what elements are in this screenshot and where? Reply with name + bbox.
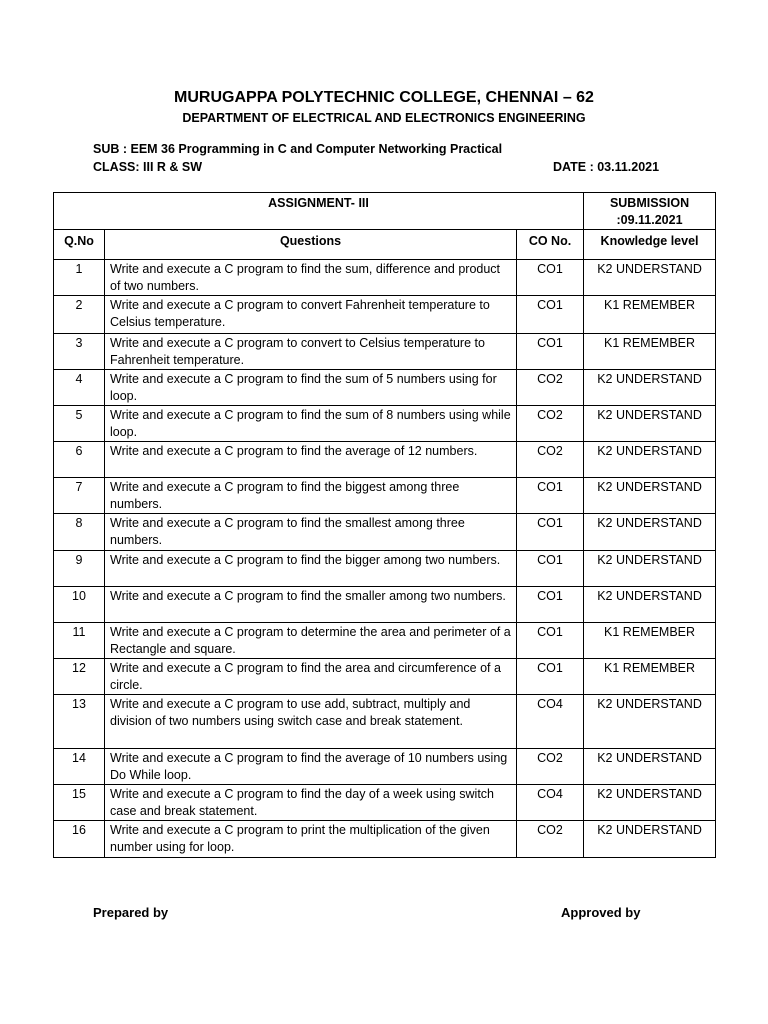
question-number: 9 [54,551,105,587]
table-row [54,260,716,296]
co-number: CO1 [517,623,584,659]
table-row [54,623,716,659]
question-text: Write and execute a C program to find the average of 12 numbers. [105,442,517,478]
knowledge-level: K2 UNDERSTAND [584,749,716,785]
question-number: 3 [54,334,105,370]
co-number: CO1 [517,478,584,514]
knowledge-level: K2 UNDERSTAND [584,260,716,296]
question-text: Write and execute a C program to convert Fahrenheit temperature to Celsius temperature. [105,296,517,334]
column-header-questions: Questions [105,230,517,260]
question-text: Write and execute a C program to find the sum, difference and product of two numbers. [105,260,517,296]
table-row [54,785,716,821]
knowledge-level: K2 UNDERSTAND [584,514,716,551]
knowledge-level: K2 UNDERSTAND [584,551,716,587]
knowledge-level: K1 REMEMBER [584,659,716,695]
college-title: MURUGAPPA POLYTECHNIC COLLEGE, CHENNAI – 62 [174,89,594,106]
co-number: CO2 [517,442,584,478]
question-number: 7 [54,478,105,514]
co-number: CO1 [517,514,584,551]
knowledge-level: K2 UNDERSTAND [584,370,716,406]
table-row [54,370,716,406]
table-row [54,695,716,749]
table-row [54,478,716,514]
table-row [54,749,716,785]
question-text: Write and execute a C program to find the day of a week using switch case and break statement. [105,785,517,821]
question-text: Write and execute a C program to print the multiplication of the given number using for loop. [105,821,517,858]
knowledge-level: K2 UNDERSTAND [584,478,716,514]
table-row [54,406,716,442]
table-header-row [54,230,716,260]
table-row [54,587,716,623]
question-number: 13 [54,695,105,749]
assignment-table [53,192,716,858]
question-text: Write and execute a C program to find the average of 10 numbers using Do While loop. [105,749,517,785]
co-number: CO4 [517,695,584,749]
question-number: 15 [54,785,105,821]
question-text: Write and execute a C program to convert to Celsius temperature to Fahrenheit temperature. [105,334,517,370]
question-text: Write and execute a C program to use add, subtract, multiply and division of two numbers using switch case and break statement. [105,695,517,749]
question-text: Write and execute a C program to find the smallest among three numbers. [105,514,517,551]
question-number: 1 [54,260,105,296]
question-text: Write and execute a C program to find the smaller among two numbers. [105,587,517,623]
table-row [54,442,716,478]
co-number: CO1 [517,551,584,587]
question-number: 12 [54,659,105,695]
co-number: CO1 [517,296,584,334]
table-row [54,296,716,334]
question-text: Write and execute a C program to find the area and circumference of a circle. [105,659,517,695]
table-row [54,659,716,695]
submission-date: SUBMISSION :09.11.2021 [584,193,716,230]
question-text: Write and execute a C program to find the bigger among two numbers. [105,551,517,587]
question-number: 6 [54,442,105,478]
knowledge-level: K1 REMEMBER [584,334,716,370]
table-banner-row [54,193,716,230]
co-number: CO1 [517,260,584,296]
column-header-qno: Q.No [54,230,105,260]
table-row [54,551,716,587]
question-number: 11 [54,623,105,659]
knowledge-level: K2 UNDERSTAND [584,442,716,478]
table-row [54,821,716,858]
column-header-co: CO No. [517,230,584,260]
knowledge-level: K1 REMEMBER [584,623,716,659]
subject-line: SUB : EEM 36 Programming in C and Computer Networking Practical [93,142,503,156]
co-number: CO1 [517,334,584,370]
department-title: DEPARTMENT OF ELECTRICAL AND ELECTRONICS ENGINEERING [182,111,586,125]
assignment-title: ASSIGNMENT- III [54,193,584,230]
knowledge-level: K2 UNDERSTAND [584,587,716,623]
question-number: 10 [54,587,105,623]
co-number: CO2 [517,821,584,858]
knowledge-level: K2 UNDERSTAND [584,695,716,749]
question-text: Write and execute a C program to determine the area and perimeter of a Rectangle and square. [105,623,517,659]
question-number: 5 [54,406,105,442]
knowledge-level: K1 REMEMBER [584,296,716,334]
co-number: CO2 [517,370,584,406]
co-number: CO2 [517,406,584,442]
table-row [54,334,716,370]
prepared-by: Prepared by [93,905,169,920]
table-row [54,514,716,551]
question-number: 8 [54,514,105,551]
question-text: Write and execute a C program to find the biggest among three numbers. [105,478,517,514]
approved-by: Approved by [561,905,641,920]
knowledge-level: K2 UNDERSTAND [584,785,716,821]
question-text: Write and execute a C program to find the sum of 5 numbers using for loop. [105,370,517,406]
question-number: 14 [54,749,105,785]
question-number: 4 [54,370,105,406]
question-text: Write and execute a C program to find the sum of 8 numbers using while loop. [105,406,517,442]
co-number: CO4 [517,785,584,821]
column-header-knowledge-level: Knowledge level [584,230,716,260]
question-number: 2 [54,296,105,334]
date-line: DATE : 03.11.2021 [553,160,660,174]
knowledge-level: K2 UNDERSTAND [584,406,716,442]
co-number: CO1 [517,587,584,623]
knowledge-level: K2 UNDERSTAND [584,821,716,858]
question-number: 16 [54,821,105,858]
class-line: CLASS: III R & SW [93,160,203,174]
co-number: CO2 [517,749,584,785]
co-number: CO1 [517,659,584,695]
